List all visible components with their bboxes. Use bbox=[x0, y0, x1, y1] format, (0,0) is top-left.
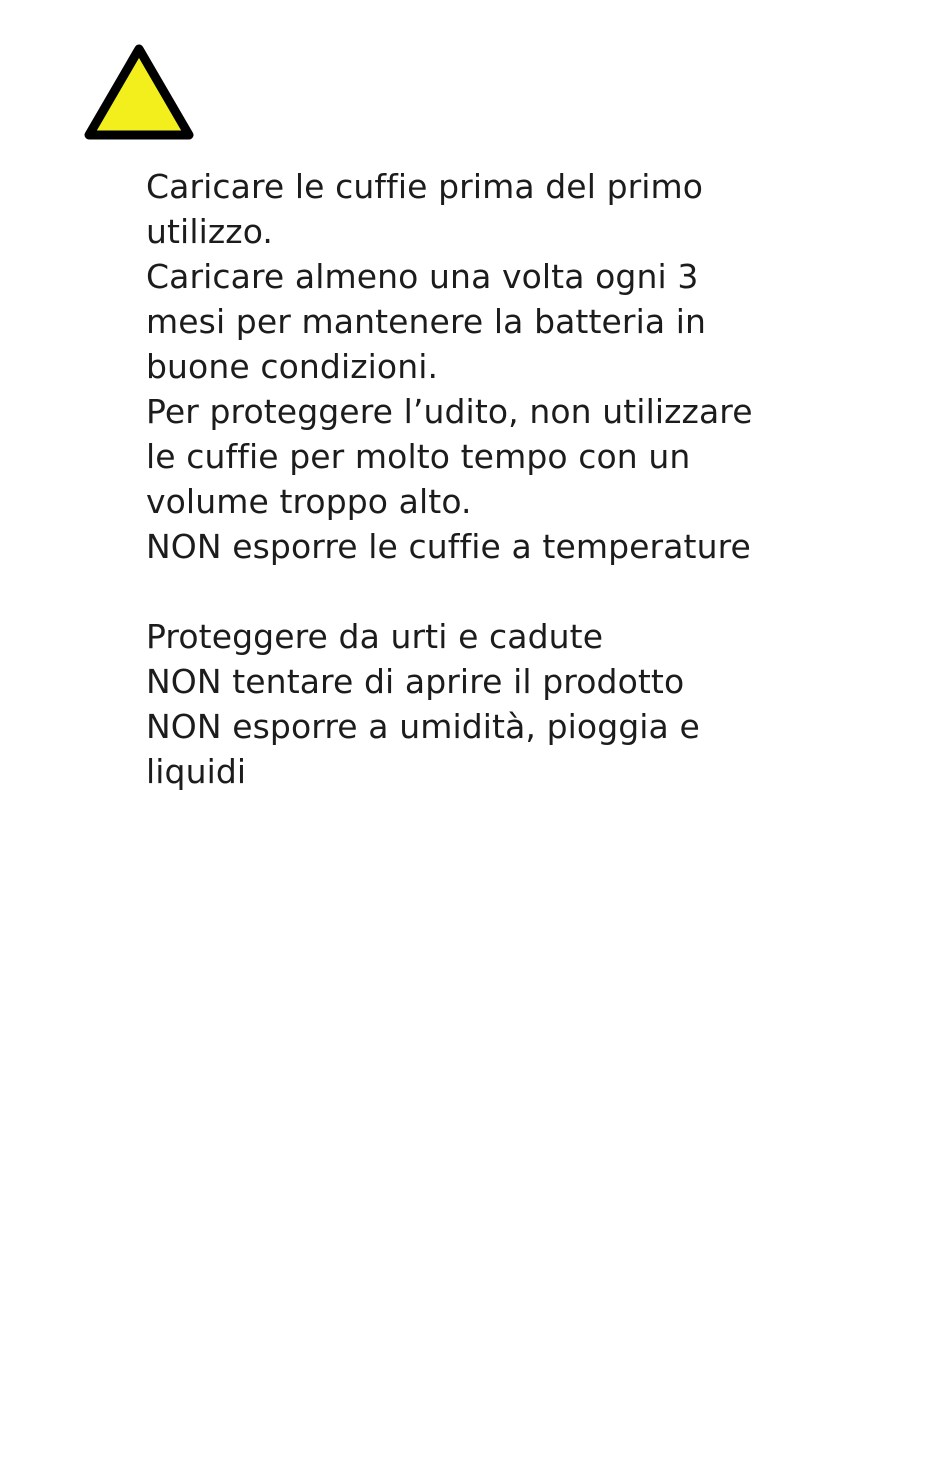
warning-line: NON esporre a umidità, pioggia e bbox=[146, 707, 700, 746]
warning-blank-line bbox=[146, 569, 826, 614]
warning-triangle-icon bbox=[84, 44, 194, 140]
warning-line: NON tentare di aprire il prodotto bbox=[146, 662, 685, 701]
warning-line: Caricare almeno una volta ogni 3 bbox=[146, 257, 699, 296]
warning-line: utilizzo. bbox=[146, 212, 274, 251]
warning-line: le cuffie per molto tempo con un bbox=[146, 437, 691, 476]
warning-line: Caricare le cuffie prima del primo bbox=[146, 167, 704, 206]
warning-line: volume troppo alto. bbox=[146, 482, 472, 521]
warning-line: buone condizioni. bbox=[146, 347, 439, 386]
warning-text-block bbox=[146, 164, 826, 794]
warning-line: NON esporre le cuffie a temperature bbox=[146, 527, 751, 566]
warning-line: liquidi bbox=[146, 752, 247, 791]
warning-line: Proteggere da urti e cadute bbox=[146, 617, 604, 656]
warning-line: Per proteggere l’udito, non utilizzare bbox=[146, 392, 753, 431]
warning-line: mesi per mantenere la batteria in bbox=[146, 302, 707, 341]
